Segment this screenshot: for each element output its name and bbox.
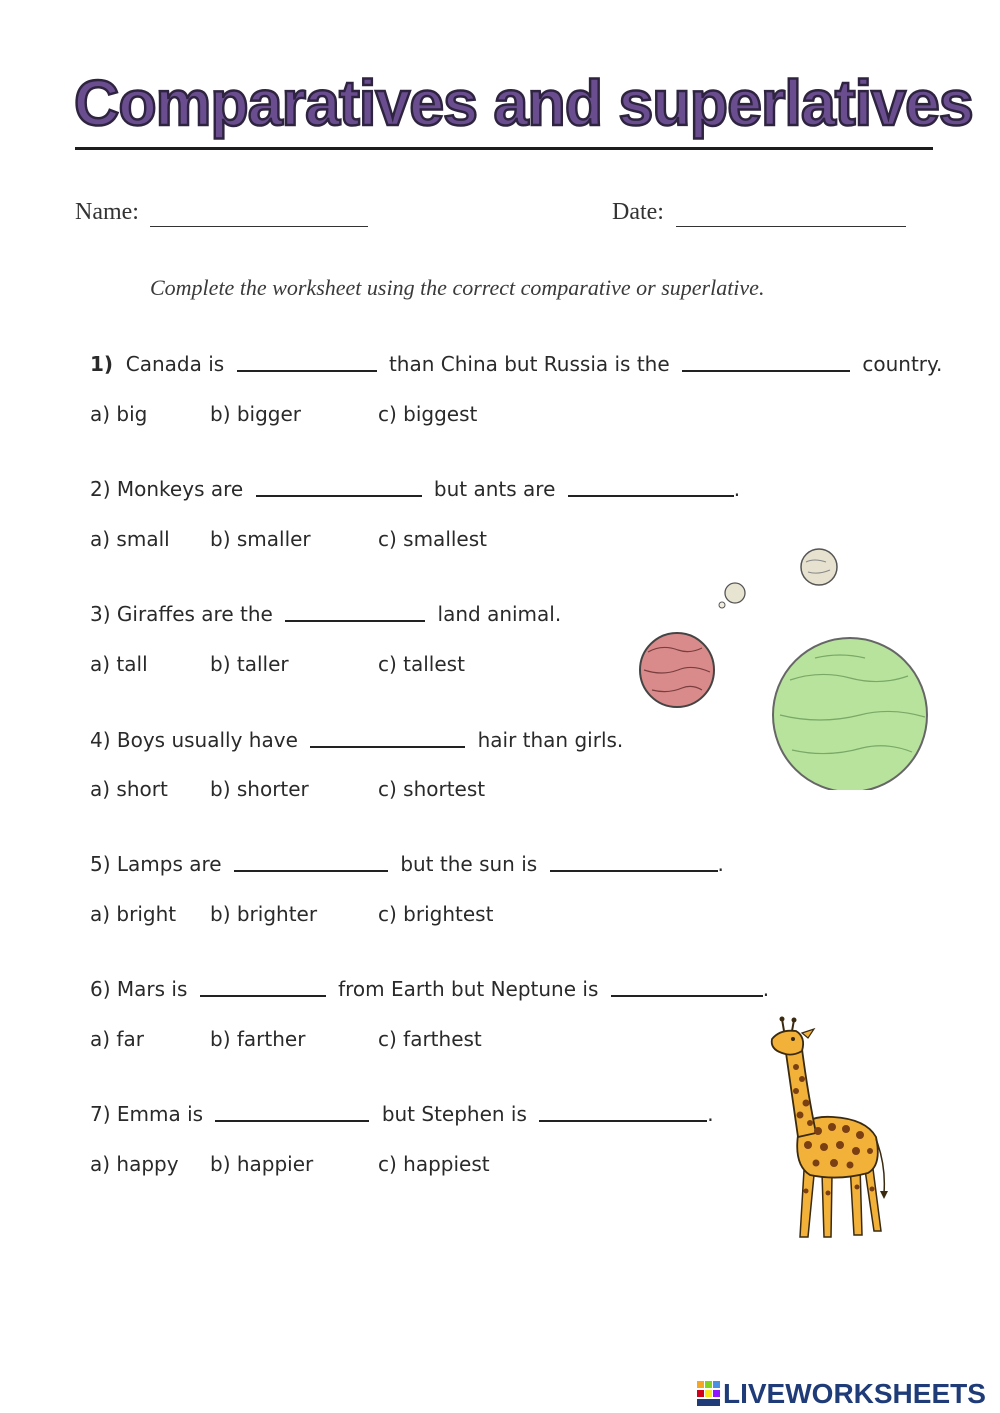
option-c[interactable]: c) shortest — [378, 777, 486, 801]
answer-blank[interactable] — [568, 475, 734, 497]
liveworksheets-logo-icon — [697, 1381, 721, 1407]
question-number: 6) — [90, 977, 111, 1001]
option-b[interactable]: b) taller — [210, 652, 289, 676]
question-text: but ants are — [433, 477, 556, 501]
tiny-planet-icon — [719, 583, 745, 608]
planets-illustration — [630, 540, 940, 790]
name-field[interactable] — [150, 226, 368, 227]
question-text: but Stephen is — [381, 1102, 527, 1126]
option-b[interactable]: b) shorter — [210, 777, 309, 801]
title-divider — [75, 147, 933, 150]
question-number: 7) — [90, 1102, 111, 1126]
date-field[interactable] — [676, 226, 906, 227]
option-b[interactable]: b) smaller — [210, 527, 311, 551]
answer-blank[interactable] — [539, 1100, 707, 1122]
option-a[interactable]: a) big — [90, 402, 148, 426]
green-planet-icon — [773, 638, 927, 790]
option-c[interactable]: c) farthest — [378, 1027, 482, 1051]
question-6 — [90, 975, 769, 1003]
brand-text: LIVEWORKSHEETS — [723, 1378, 986, 1409]
option-a[interactable]: a) small — [90, 527, 170, 551]
question-text: . — [717, 852, 724, 876]
option-b[interactable]: b) brighter — [210, 902, 318, 926]
question-1 — [90, 350, 942, 378]
date-label: Date: — [612, 199, 664, 225]
question-text: country. — [862, 352, 943, 376]
option-c[interactable]: c) biggest — [378, 402, 478, 426]
red-planet-icon — [640, 633, 714, 707]
answer-blank[interactable] — [550, 850, 718, 872]
option-a[interactable]: a) tall — [90, 652, 148, 676]
question-number: 2) — [90, 477, 111, 501]
answer-blank[interactable] — [682, 350, 850, 372]
question-2 — [90, 475, 740, 503]
option-c[interactable]: c) brightest — [378, 902, 494, 926]
answer-blank[interactable] — [611, 975, 763, 997]
option-a[interactable]: a) short — [90, 777, 168, 801]
answer-blank[interactable] — [200, 975, 326, 997]
option-a[interactable]: a) happy — [90, 1152, 179, 1176]
question-text: Mars is — [116, 977, 188, 1001]
answer-blank[interactable] — [256, 475, 422, 497]
question-text: than China but Russia is the — [388, 352, 670, 376]
option-b[interactable]: b) bigger — [210, 402, 302, 426]
instruction-text: Complete the worksheet using the correct comparative or superlative. — [150, 275, 765, 300]
question-text: land animal. — [437, 602, 562, 626]
option-c[interactable]: c) tallest — [378, 652, 465, 676]
option-a[interactable]: a) far — [90, 1027, 144, 1051]
question-text: Lamps are — [116, 852, 222, 876]
question-4 — [90, 726, 623, 754]
question-text: . — [762, 977, 770, 1001]
option-c[interactable]: c) happiest — [378, 1152, 490, 1176]
question-number: 4) — [90, 728, 111, 752]
question-text: but the sun is — [400, 852, 538, 876]
answer-blank[interactable] — [310, 726, 465, 748]
answer-blank[interactable] — [215, 1100, 369, 1122]
option-b[interactable]: b) farther — [210, 1027, 306, 1051]
question-text: hair than girls. — [477, 728, 624, 752]
option-a[interactable]: a) bright — [90, 902, 177, 926]
option-b[interactable]: b) happier — [210, 1152, 314, 1176]
giraffe-illustration — [758, 1015, 898, 1245]
question-number: 1) — [90, 352, 114, 376]
answer-blank[interactable] — [237, 350, 377, 372]
answer-blank[interactable] — [285, 600, 425, 622]
question-text: from Earth but Neptune is — [338, 977, 599, 1001]
answer-blank[interactable] — [234, 850, 388, 872]
question-text: Emma is — [116, 1102, 204, 1126]
question-text: Monkeys are — [116, 477, 244, 501]
name-label: Name: — [75, 199, 139, 225]
worksheet-title: Comparatives and superlatives — [74, 67, 973, 139]
question-text: Giraffes are the — [116, 602, 273, 626]
question-text: Boys usually have — [116, 728, 298, 752]
question-7 — [90, 1100, 714, 1128]
question-5 — [90, 850, 724, 878]
question-3 — [90, 600, 561, 628]
question-text: Canada is — [125, 352, 225, 376]
question-number: 5) — [90, 852, 111, 876]
question-text: . — [707, 1102, 714, 1126]
question-number: 3) — [90, 602, 111, 626]
question-text: . — [733, 477, 741, 501]
small-grey-planet-icon — [801, 549, 837, 585]
option-c[interactable]: c) smallest — [378, 527, 487, 551]
